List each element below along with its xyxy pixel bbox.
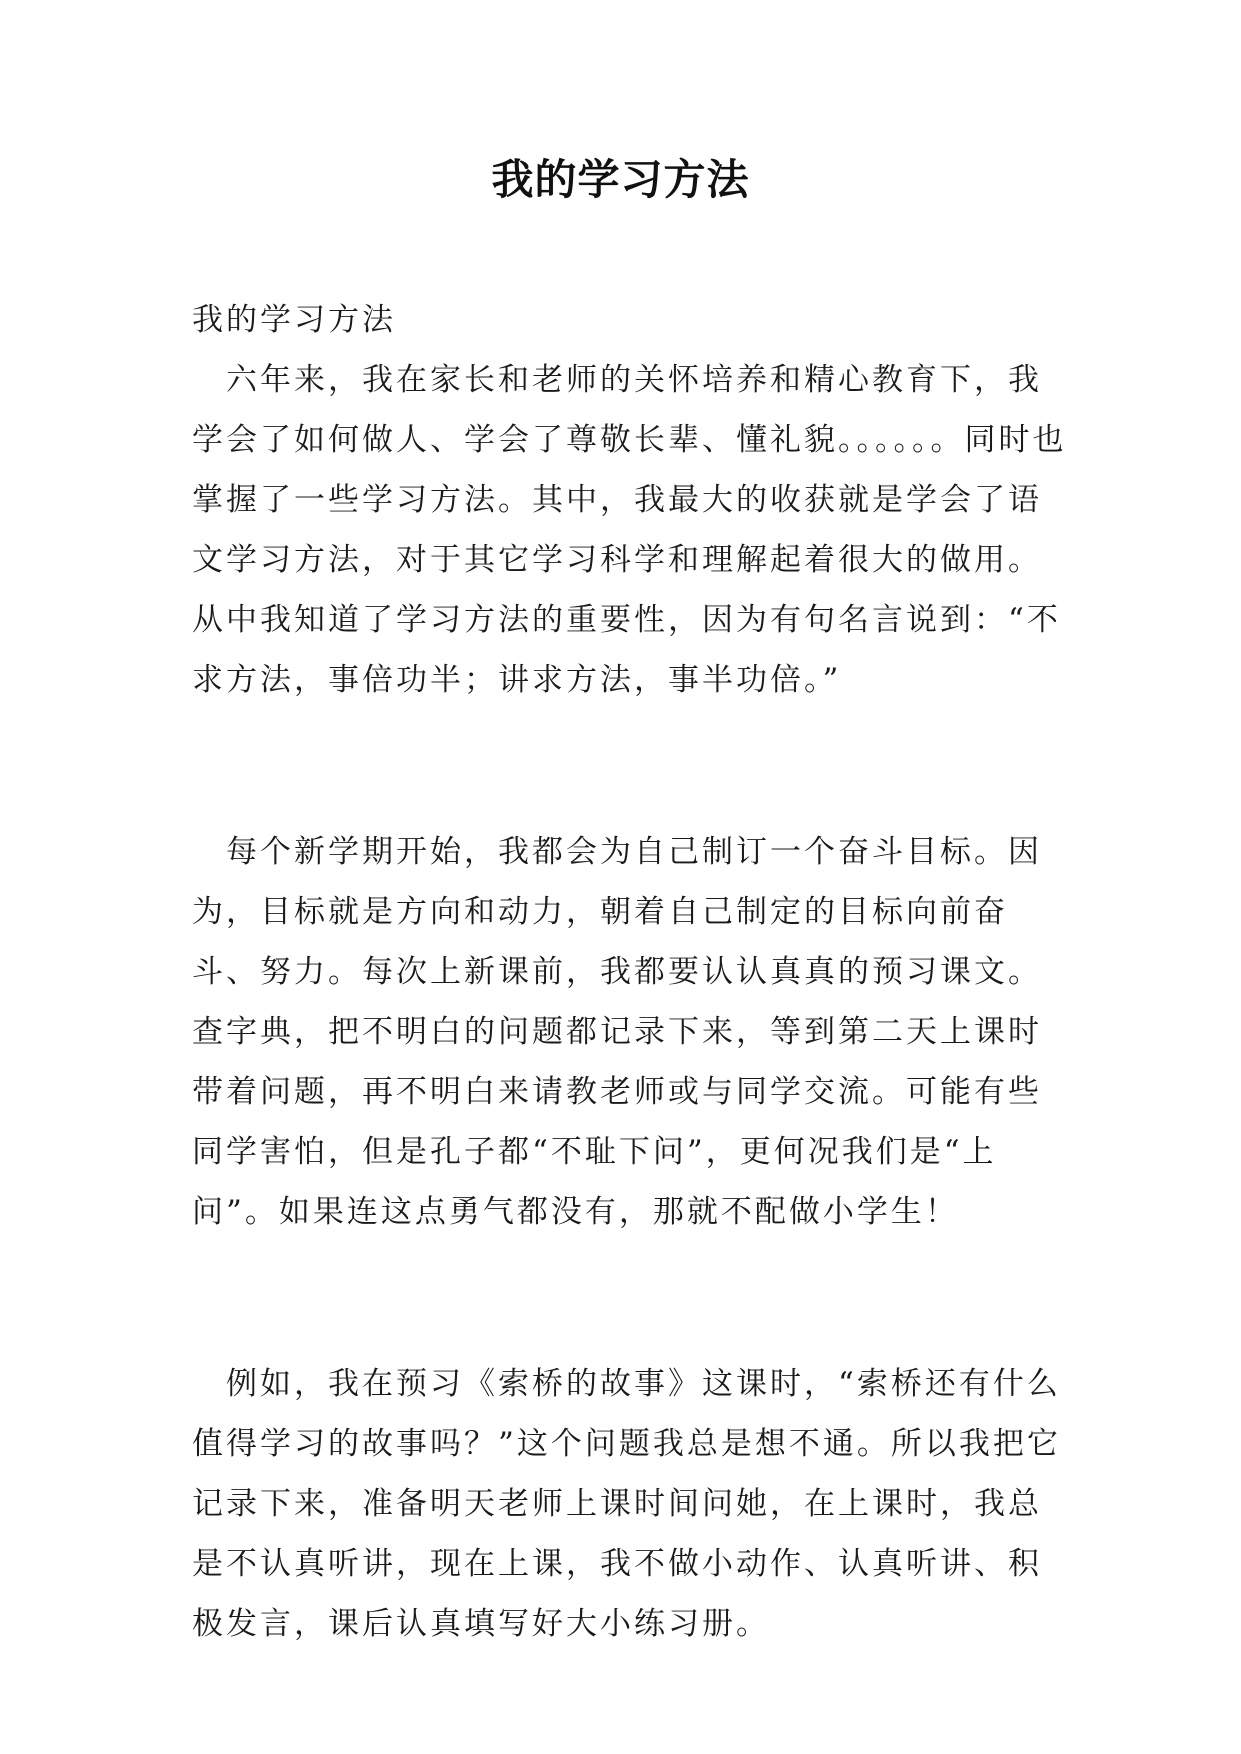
body-heading: 我的学习方法: [192, 302, 396, 338]
document-title: 我的学习方法: [491, 155, 750, 204]
paragraph-spacer: [192, 710, 1072, 822]
document-body: [192, 290, 1072, 1654]
paragraph-3: 例如，我在预习《索桥的故事》这课时，“索桥还有什么值得学习的故事吗？”这个问题我总是想不通。所以我把它记录下来，准备明天老师上课时间问她，在上课时，我总是不认真听讲，现在上课，我不做小动作、认真听讲、积极发言，课后认真填写好大小练习册。: [192, 1366, 1061, 1642]
paragraph-spacer: [192, 1242, 1072, 1354]
paragraph-2: 每个新学期开始，我都会为自己制订一个奋斗目标。因为，目标就是方向和动力，朝着自己制定的目标向前奋斗、努力。每次上新课前，我都要认认真真的预习课文。查字典，把不明白的问题都记录下来，等到第二天上课时带着问题，再不明白来请教老师或与同学交流。可能有些同学害怕，但是孔子都“不耻下问”，更何况我们是“上问”。如果连这点勇气都没有，那就不配做小学生！: [192, 834, 1042, 1230]
paragraph-1: 六年来，我在家长和老师的关怀培养和精心教育下，我学会了如何做人、学会了尊敬长辈、懂礼貌。。。。。。同时也掌握了一些学习方法。其中，我最大的收获就是学会了语文学习方法，对于其它学习科学和理解起着很大的做用。从中我知道了学习方法的重要性，因为有句名言说到：“不求方法，事倍功半；讲求方法，事半功倍。”: [192, 362, 1067, 698]
